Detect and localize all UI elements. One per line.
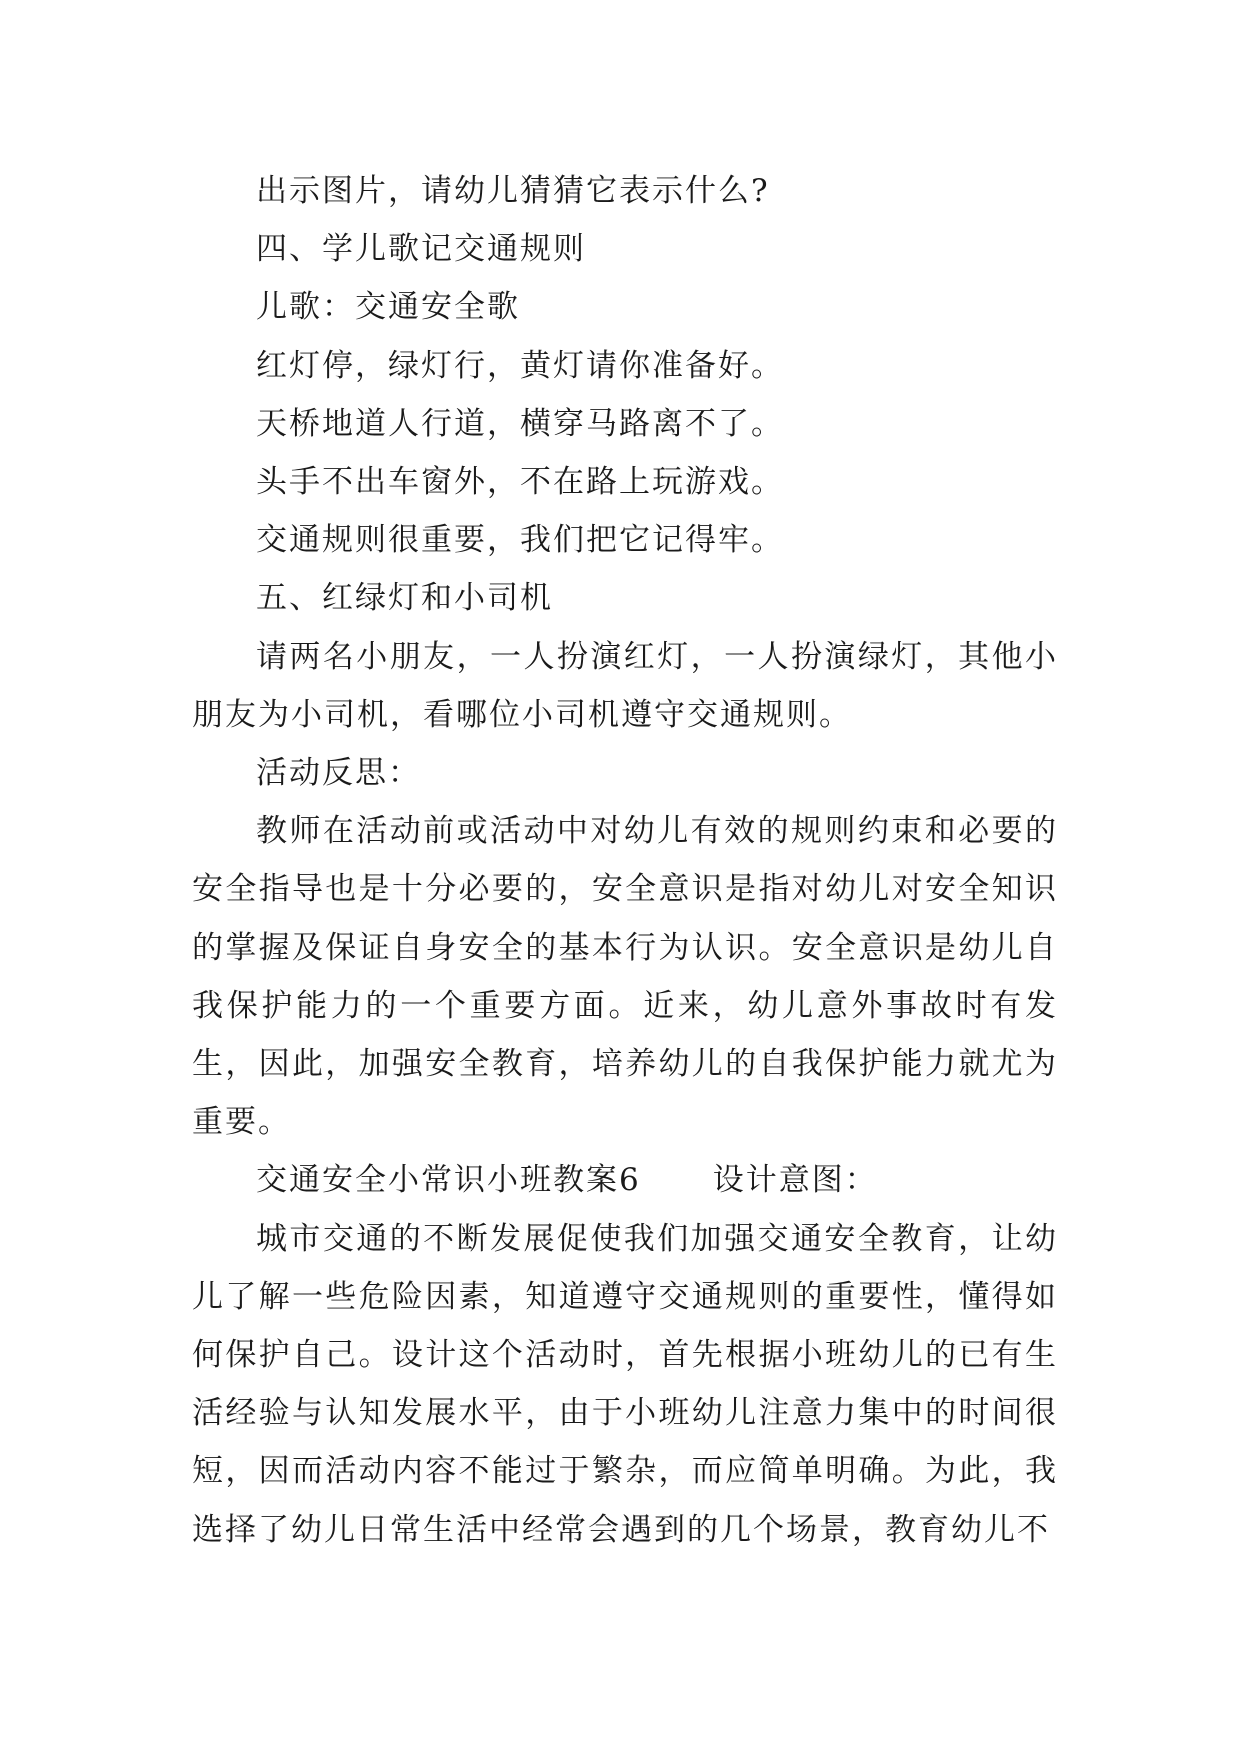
section-heading: 四、学儿歌记交通规则 bbox=[256, 231, 586, 268]
song-line: 红灯停，绿灯行，黄灯请你准备好。 bbox=[256, 347, 784, 384]
lesson-plan-title: 交通安全小常识小班教案6 bbox=[256, 1162, 641, 1199]
paragraph: 儿歌：交通安全歌 bbox=[256, 289, 520, 326]
intro-paragraph: 城市交通的不断发展促使我们加强交通安全教育，让幼儿了解一些危险因素，知道遵守交通规则的重要性，懂得如何保护自己。设计这个活动时，首先根据小班幼儿的已有生活经验与认知发展水平，由于小班幼儿注意力集中的时间很短，因而活动内容不能过于繁杂，而应简单明确。为此，我选择了幼儿日常生活中经常会遇到的几个场景，教育幼儿不 bbox=[192, 1220, 1058, 1548]
song-line: 头手不出车窗外，不在路上玩游戏。 bbox=[256, 464, 784, 501]
section-heading: 五、红绿灯和小司机 bbox=[256, 580, 553, 617]
lesson-plan-heading bbox=[192, 1151, 1058, 1209]
paragraph: 请两名小朋友，一人扮演红灯，一人扮演绿灯，其他小朋友为小司机，看哪位小司机遵守交通规则。 bbox=[192, 638, 1058, 733]
document-body bbox=[192, 162, 1058, 1559]
song-line: 交通规则很重要，我们把它记得牢。 bbox=[256, 522, 784, 559]
reflection-paragraph: 教师在活动前或活动中对幼儿有效的规则约束和必要的安全指导也是十分必要的，安全意识是指对幼儿对安全知识的掌握及保证自身安全的基本行为认识。安全意识是幼儿自我保护能力的一个重要方面。近来，幼儿意外事故时有发生，因此，加强安全教育，培养幼儿的自我保护能力就尤为重要。 bbox=[192, 813, 1058, 1141]
paragraph: 出示图片，请幼儿猜猜它表示什么? bbox=[256, 173, 770, 209]
song-line: 天桥地道人行道，横穿马路离不了。 bbox=[256, 405, 784, 442]
paragraph: 活动反思： bbox=[256, 755, 421, 792]
lesson-plan-subtitle: 设计意图： bbox=[712, 1162, 878, 1199]
